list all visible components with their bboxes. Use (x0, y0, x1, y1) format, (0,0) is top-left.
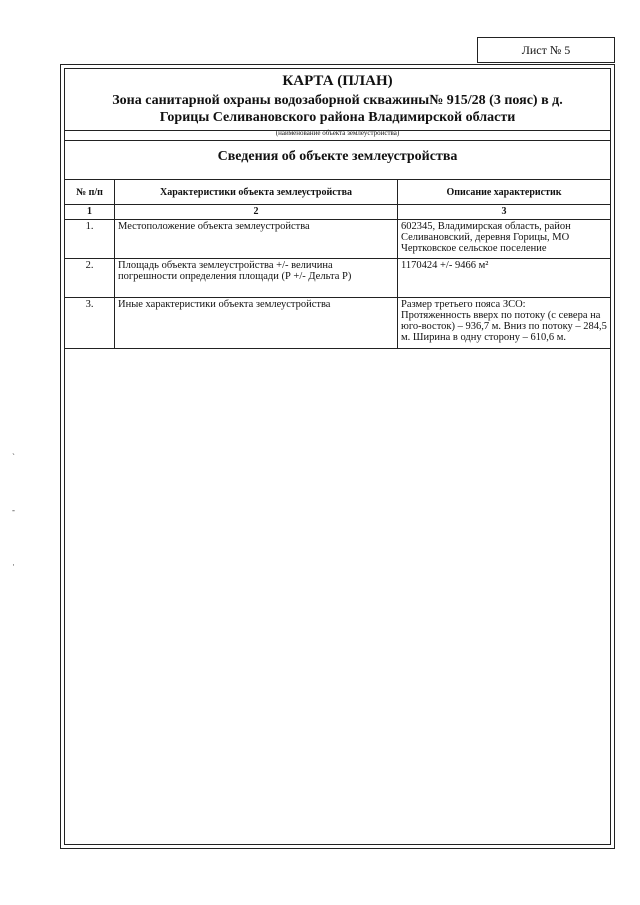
table-row (65, 220, 611, 259)
row-description (398, 298, 611, 349)
header-number: № п/п (65, 180, 115, 205)
row-description: 1170424 +/- 9466 м² (398, 259, 611, 298)
header-characteristic: Характеристики объекта землеустройства (115, 180, 398, 205)
row-description: 602345, Владимирская область, район Селивановский, деревня Горицы, МО Чертковское сельское поселение (398, 220, 611, 259)
document-title: КАРТА (ПЛАН) (282, 73, 393, 89)
subtitle-line-1: Зона санитарной охраны водозаборной скважины№ 915/28 (3 пояс) в д. (112, 93, 563, 108)
row-number: 2. (65, 259, 115, 298)
column-number: 3 (398, 205, 611, 220)
table-row (65, 259, 611, 298)
row-number: 3. (65, 298, 115, 349)
margin-mark: - (12, 505, 15, 515)
margin-mark: ` (12, 452, 15, 462)
document-inner-frame (64, 68, 611, 845)
sheet-number-box (477, 37, 615, 63)
row-characteristic: Местоположение объекта землеустройства (115, 220, 398, 259)
section-title: Сведения об объекте землеустройства (217, 149, 458, 164)
info-table (64, 179, 611, 349)
row-description-line-2: Протяженность вверх по потоку (с севера на юго-восток) – 936,7 м. Вниз по потоку – 284,5 м. Ширина в одну сторону – 610,6 м. (401, 310, 607, 343)
table-row (65, 298, 611, 349)
document-frame (60, 64, 615, 849)
column-number-row (65, 205, 611, 220)
column-number: 1 (65, 205, 115, 220)
header-description: Описание характеристик (398, 180, 611, 205)
sheet-number: Лист № 5 (521, 42, 571, 57)
column-number: 2 (115, 205, 398, 220)
document-subtitle (65, 92, 610, 126)
caption-rule-top (65, 130, 610, 131)
table-header-row (65, 180, 611, 205)
margin-mark: · (12, 560, 15, 570)
row-characteristic: Площадь объекта землеустройства +/- величина погрешности определения площади (Р +/- Дельта Р) (115, 259, 398, 298)
caption-rule-bottom (65, 140, 610, 141)
row-characteristic: Иные характеристики объекта землеустройства (115, 298, 398, 349)
row-number: 1. (65, 220, 115, 259)
object-caption: (наименование объекта землеустройства) (275, 129, 400, 137)
subtitle-line-2: Горицы Селивановского района Владимирской области (159, 110, 516, 125)
row-description-line-1: Размер третьего пояса ЗСО: (401, 299, 526, 310)
